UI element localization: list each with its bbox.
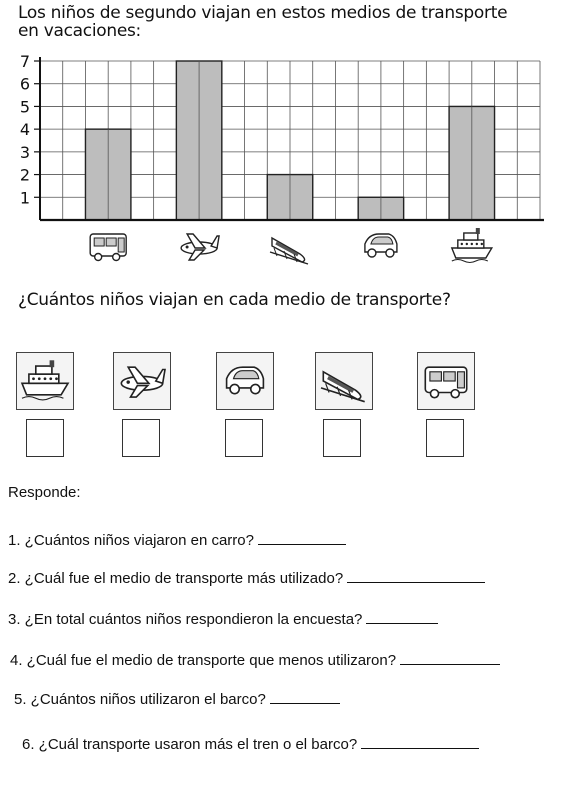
answer-picture-ship (16, 352, 74, 410)
question-2 (8, 568, 485, 587)
answer-box-3[interactable] (225, 419, 263, 457)
question-2-text: 2. ¿Cuál fue el medio de transporte más utilizado? (8, 570, 344, 587)
answer-box-1[interactable] (26, 419, 64, 457)
question-5-text: 5. ¿Cuántos niños utilizaron el barco? (14, 691, 266, 708)
answer-box-4[interactable] (323, 419, 361, 457)
answer-box-2[interactable] (122, 419, 160, 457)
bus-icon (418, 353, 474, 409)
bus-icon (90, 234, 126, 261)
question-1-text: 1. ¿Cuántos niños viajaron en carro? (8, 532, 254, 549)
y-tick-label: 6 (19, 74, 30, 94)
question-heading: ¿Cuántos niños viajan en cada medio de transporte? (18, 290, 451, 310)
title-line-1: Los niños de segundo viajan en estos medios de transporte (18, 3, 508, 23)
ship-icon (17, 353, 73, 409)
answer-blank-4[interactable] (400, 650, 500, 665)
airplane-icon (114, 353, 170, 409)
ship-icon (452, 228, 492, 263)
title-line-2: en vacaciones: (18, 21, 141, 41)
y-tick-label: 4 (19, 120, 30, 140)
question-6-text: 6. ¿Cuál transporte usaron más el tren o el barco? (22, 736, 358, 753)
answer-picture-airplane (113, 352, 171, 410)
answer-pictures-row (0, 352, 569, 412)
car-icon (217, 353, 273, 409)
train-icon (316, 353, 372, 409)
answer-box-5[interactable] (426, 419, 464, 457)
question-3-text: 3. ¿En total cuántos niños respondieron la encuesta? (8, 611, 363, 628)
question-1 (8, 530, 346, 549)
answer-picture-bus (417, 352, 475, 410)
y-tick-label: 5 (19, 97, 30, 117)
worksheet-title (18, 4, 507, 40)
answer-blank-5[interactable] (270, 689, 340, 704)
question-4-text: 4. ¿Cuál fue el medio de transporte que menos utilizaron? (10, 652, 397, 669)
y-tick-label: 3 (19, 142, 30, 162)
question-4 (10, 650, 500, 669)
responde-label: Responde: (8, 484, 81, 501)
train-icon (270, 238, 308, 264)
question-5 (14, 689, 340, 708)
answer-picture-train (315, 352, 373, 410)
y-tick-label: 1 (19, 188, 30, 208)
chart-y-ticks (20, 52, 40, 207)
bar-chart (0, 46, 569, 276)
answer-blank-2[interactable] (347, 568, 485, 583)
answer-picture-car (216, 352, 274, 410)
y-tick-label: 2 (19, 165, 30, 185)
answer-blank-3[interactable] (366, 609, 438, 624)
answer-blank-1[interactable] (258, 530, 346, 545)
car-icon (365, 234, 397, 257)
question-3 (8, 609, 438, 628)
airplane-icon (181, 234, 219, 260)
y-tick-label: 7 (19, 52, 30, 71)
answer-blank-6[interactable] (361, 734, 479, 749)
chart-category-icons (90, 228, 492, 264)
question-6 (22, 734, 479, 753)
